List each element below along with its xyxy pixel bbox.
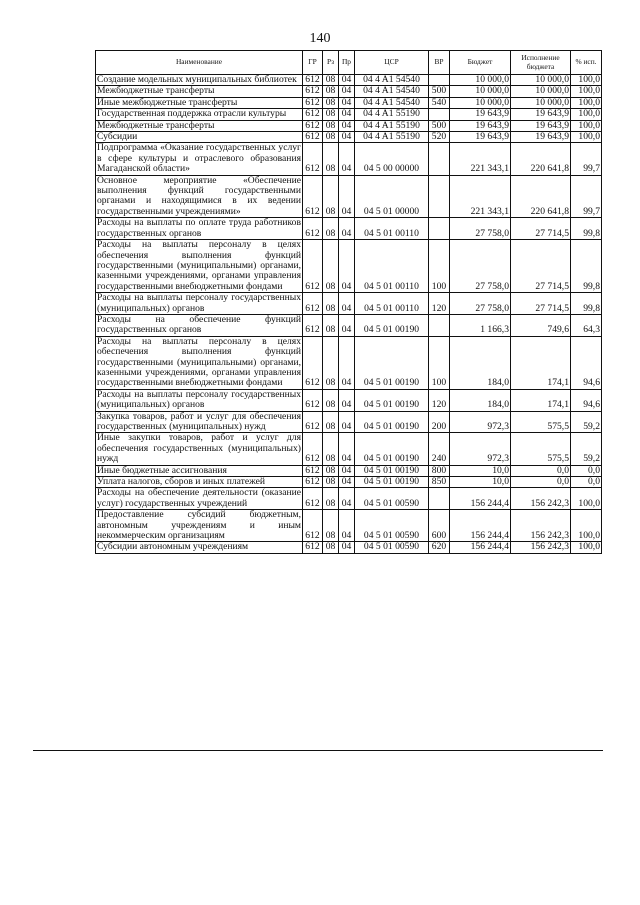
cell-vr <box>429 175 450 218</box>
header-percent: % исп. <box>571 51 602 75</box>
cell-gr: 612 <box>303 411 323 433</box>
cell-name: Основное мероприятие «Обеспечение выполнения функций государственными органами и находящимися в их ведении государственными учреждениями» <box>97 174 301 217</box>
table-row <box>96 132 602 143</box>
cell-budget: 10 000,0 <box>450 97 511 108</box>
cell-gr: 612 <box>303 465 323 476</box>
cell-name: Создание модельных муниципальных библиотек <box>96 75 303 86</box>
cell-budget: 156 244,4 <box>450 510 511 542</box>
cell-pr: 04 <box>339 465 355 476</box>
cell-budget: 10,0 <box>450 477 511 488</box>
page-number: 140 <box>309 31 331 46</box>
cell-csr: 04 5 01 00590 <box>355 542 429 553</box>
cell-budget: 184,0 <box>450 336 511 389</box>
cell-csr: 04 4 A1 54540 <box>355 86 429 97</box>
header-pr: Пр <box>339 51 355 75</box>
cell-name: Государственная поддержка отрасли культуры <box>96 109 303 120</box>
cell-execution: 10 000,0 <box>511 97 571 108</box>
cell-name: Подпрограмма «Оказание государственных услуг в сфере культуры и отраслевого образования Магаданской области» <box>97 142 301 175</box>
cell-csr: 04 5 01 00190 <box>355 465 429 476</box>
cell-pr: 04 <box>339 433 355 465</box>
cell-rz: 08 <box>323 314 339 336</box>
cell-budget: 184,0 <box>450 389 511 411</box>
cell-name: Расходы на обеспечение функций государственных органов <box>97 313 301 336</box>
cell-percent: 100,0 <box>571 97 602 108</box>
cell-budget: 972,3 <box>450 411 511 433</box>
table-row <box>96 488 602 510</box>
cell-vr <box>429 109 450 120</box>
cell-name: Расходы на выплаты персоналу государственных (муниципальных) органов <box>97 388 301 411</box>
cell-rz: 08 <box>323 411 339 433</box>
cell-gr: 612 <box>303 218 323 240</box>
cell-gr: 612 <box>303 75 323 86</box>
cell-percent: 64,3 <box>571 314 602 336</box>
cell-pr: 04 <box>339 97 355 108</box>
cell-execution: 220 641,8 <box>511 143 571 175</box>
cell-name: Межбюджетные трансферты <box>96 120 303 131</box>
cell-percent: 100,0 <box>571 75 602 86</box>
cell-name: Расходы на обеспечение деятельности (оказание услуг) государственных учреждений <box>97 487 301 509</box>
header-gr: ГР <box>303 51 323 75</box>
cell-gr: 612 <box>303 97 323 108</box>
table-row <box>96 218 602 240</box>
cell-budget: 10 000,0 <box>450 75 511 86</box>
cell-execution: 27 714,5 <box>511 293 571 315</box>
table-row <box>96 389 602 411</box>
cell-rz: 08 <box>323 218 339 240</box>
cell-csr: 04 5 01 00190 <box>355 411 429 433</box>
cell-name: Расходы на выплаты по оплате труда работников государственных органов <box>97 217 301 239</box>
cell-percent: 0,0 <box>571 465 602 476</box>
cell-rz: 08 <box>323 109 339 120</box>
cell-rz: 08 <box>323 293 339 315</box>
cell-pr: 04 <box>339 120 355 131</box>
table-row <box>96 240 602 293</box>
cell-budget: 27 758,0 <box>450 218 511 240</box>
cell-execution: 19 643,9 <box>511 120 571 131</box>
cell-csr: 04 4 A1 55190 <box>355 120 429 131</box>
header-csr: ЦСР <box>355 51 429 75</box>
cell-pr: 04 <box>339 109 355 120</box>
cell-percent: 0,0 <box>571 477 602 488</box>
cell-execution: 19 643,9 <box>511 132 571 143</box>
table-row <box>96 293 602 315</box>
cell-budget: 221 343,1 <box>450 143 511 175</box>
header-name: Наименование <box>96 51 303 75</box>
cell-gr: 612 <box>303 120 323 131</box>
cell-name: Иные межбюджетные трансферты <box>96 97 303 108</box>
footer-rule <box>33 750 603 751</box>
cell-name: Предоставление субсидий бюджетным, автономным учреждениям и иным некоммерческим организациям <box>97 509 301 542</box>
table-row <box>96 175 602 218</box>
table-row <box>96 86 602 97</box>
table-row <box>96 433 602 465</box>
table-row <box>96 477 602 488</box>
cell-name: Субсидии <box>96 132 303 143</box>
cell-percent: 100,0 <box>571 542 602 553</box>
cell-vr: 540 <box>429 97 450 108</box>
header-execution: Исполнение бюджета <box>511 51 571 75</box>
cell-name: Иные закупки товаров, работ и услуг для обеспечения государственных (муниципальных) нужд <box>97 432 301 465</box>
cell-percent: 59,2 <box>571 433 602 465</box>
cell-budget: 156 244,4 <box>450 542 511 553</box>
cell-percent: 100,0 <box>571 132 602 143</box>
cell-name: Закупка товаров, работ и услуг для обеспечения государственных (муниципальных) нужд <box>97 410 301 432</box>
cell-name: Межбюджетные трансферты <box>96 86 303 97</box>
table-row <box>96 75 602 86</box>
cell-rz: 08 <box>323 510 339 542</box>
cell-gr: 612 <box>303 510 323 542</box>
cell-percent: 99,8 <box>571 293 602 315</box>
cell-gr: 612 <box>303 314 323 336</box>
cell-gr: 612 <box>303 433 323 465</box>
table-row <box>96 411 602 433</box>
cell-percent: 100,0 <box>571 109 602 120</box>
cell-rz: 08 <box>323 433 339 465</box>
table-row <box>96 120 602 131</box>
cell-execution: 0,0 <box>511 477 571 488</box>
cell-pr: 04 <box>339 336 355 389</box>
cell-rz: 08 <box>323 120 339 131</box>
cell-execution: 156 242,3 <box>511 488 571 510</box>
table-row <box>96 542 602 553</box>
cell-pr: 04 <box>339 510 355 542</box>
cell-rz: 08 <box>323 477 339 488</box>
cell-budget: 19 643,9 <box>450 120 511 131</box>
cell-csr: 04 5 01 00190 <box>355 389 429 411</box>
cell-pr: 04 <box>339 477 355 488</box>
cell-vr: 800 <box>429 465 450 476</box>
cell-csr: 04 5 01 00110 <box>355 218 429 240</box>
cell-percent: 100,0 <box>571 86 602 97</box>
cell-percent: 99,8 <box>571 240 602 293</box>
cell-rz: 08 <box>323 240 339 293</box>
table-row <box>96 314 602 336</box>
cell-vr: 100 <box>429 336 450 389</box>
table-row <box>96 336 602 389</box>
table-row <box>96 109 602 120</box>
cell-name: Расходы на выплаты персоналу в целях обеспечения выполнения функций государственными (муниципальными) органами, казенными учреждениями, органами управления государственными внебюджетными фондами <box>97 335 301 389</box>
cell-csr: 04 4 A1 55190 <box>355 132 429 143</box>
cell-rz: 08 <box>323 86 339 97</box>
cell-rz: 08 <box>323 132 339 143</box>
cell-gr: 612 <box>303 86 323 97</box>
cell-execution: 220 641,8 <box>511 175 571 218</box>
cell-pr: 04 <box>339 86 355 97</box>
cell-rz: 08 <box>323 75 339 86</box>
table-row <box>96 97 602 108</box>
cell-budget: 10 000,0 <box>450 86 511 97</box>
cell-vr: 600 <box>429 510 450 542</box>
cell-gr: 612 <box>303 389 323 411</box>
cell-rz: 08 <box>323 488 339 510</box>
cell-csr: 04 5 01 00190 <box>355 314 429 336</box>
header-rz: Рз <box>323 51 339 75</box>
cell-percent: 99,8 <box>571 218 602 240</box>
cell-csr: 04 4 A1 55190 <box>355 109 429 120</box>
cell-execution: 27 714,5 <box>511 240 571 293</box>
cell-gr: 612 <box>303 109 323 120</box>
cell-gr: 612 <box>303 477 323 488</box>
cell-pr: 04 <box>339 488 355 510</box>
cell-rz: 08 <box>323 389 339 411</box>
cell-pr: 04 <box>339 240 355 293</box>
cell-budget: 27 758,0 <box>450 293 511 315</box>
cell-gr: 612 <box>303 240 323 293</box>
cell-percent: 59,2 <box>571 411 602 433</box>
cell-pr: 04 <box>339 411 355 433</box>
cell-csr: 04 5 01 00190 <box>355 477 429 488</box>
table-row <box>96 465 602 476</box>
cell-vr <box>429 314 450 336</box>
cell-budget: 1 166,3 <box>450 314 511 336</box>
cell-vr: 120 <box>429 293 450 315</box>
cell-execution: 156 242,3 <box>511 510 571 542</box>
cell-percent: 94,6 <box>571 389 602 411</box>
cell-gr: 612 <box>303 175 323 218</box>
cell-gr: 612 <box>303 336 323 389</box>
cell-percent: 100,0 <box>571 510 602 542</box>
cell-pr: 04 <box>339 175 355 218</box>
cell-gr: 612 <box>303 542 323 553</box>
cell-rz: 08 <box>323 175 339 218</box>
cell-gr: 612 <box>303 488 323 510</box>
cell-csr: 04 5 01 00190 <box>355 433 429 465</box>
cell-pr: 04 <box>339 542 355 553</box>
cell-execution: 575,5 <box>511 433 571 465</box>
cell-budget: 221 343,1 <box>450 175 511 218</box>
cell-csr: 04 5 01 00110 <box>355 293 429 315</box>
cell-vr: 200 <box>429 411 450 433</box>
cell-execution: 10 000,0 <box>511 86 571 97</box>
cell-execution: 174,1 <box>511 389 571 411</box>
cell-pr: 04 <box>339 132 355 143</box>
table-header-row <box>96 51 602 75</box>
cell-csr: 04 5 01 00590 <box>355 510 429 542</box>
cell-budget: 27 758,0 <box>450 240 511 293</box>
cell-pr: 04 <box>339 143 355 175</box>
cell-rz: 08 <box>323 97 339 108</box>
table-row <box>96 510 602 542</box>
cell-name: Расходы на выплаты персоналу государственных (муниципальных) органов <box>97 292 301 314</box>
cell-name: Расходы на выплаты персоналу в целях обеспечения выполнения функций государственными (муниципальными) органами, казенными учреждениями, органами управления государственными внебюджетными фондами <box>97 239 301 292</box>
budget-table <box>95 50 602 554</box>
cell-vr <box>429 75 450 86</box>
cell-csr: 04 5 01 00000 <box>355 175 429 218</box>
cell-vr <box>429 143 450 175</box>
cell-percent: 100,0 <box>571 488 602 510</box>
cell-percent: 94,6 <box>571 336 602 389</box>
cell-budget: 10,0 <box>450 465 511 476</box>
cell-pr: 04 <box>339 389 355 411</box>
cell-percent: 99,7 <box>571 143 602 175</box>
cell-vr: 620 <box>429 542 450 553</box>
cell-budget: 972,3 <box>450 433 511 465</box>
cell-name: Иные бюджетные ассигнования <box>96 465 303 476</box>
cell-vr: 500 <box>429 86 450 97</box>
cell-csr: 04 4 A1 54540 <box>355 97 429 108</box>
cell-vr <box>429 488 450 510</box>
cell-budget: 19 643,9 <box>450 109 511 120</box>
cell-vr: 120 <box>429 389 450 411</box>
cell-budget: 156 244,4 <box>450 488 511 510</box>
cell-gr: 612 <box>303 132 323 143</box>
cell-execution: 27 714,5 <box>511 218 571 240</box>
cell-csr: 04 4 A1 54540 <box>355 75 429 86</box>
header-vr: ВР <box>429 51 450 75</box>
cell-percent: 99,7 <box>571 175 602 218</box>
cell-pr: 04 <box>339 314 355 336</box>
cell-execution: 749,6 <box>511 314 571 336</box>
table-row <box>96 143 602 175</box>
cell-csr: 04 5 01 00110 <box>355 240 429 293</box>
cell-vr: 240 <box>429 433 450 465</box>
cell-execution: 10 000,0 <box>511 75 571 86</box>
cell-vr: 100 <box>429 240 450 293</box>
cell-execution: 19 643,9 <box>511 109 571 120</box>
cell-name: Субсидии автономным учреждениям <box>96 542 303 553</box>
header-budget: Бюджет <box>450 51 511 75</box>
cell-csr: 04 5 00 00000 <box>355 143 429 175</box>
cell-pr: 04 <box>339 75 355 86</box>
cell-csr: 04 5 01 00590 <box>355 488 429 510</box>
cell-execution: 575,5 <box>511 411 571 433</box>
cell-vr: 850 <box>429 477 450 488</box>
cell-rz: 08 <box>323 542 339 553</box>
cell-pr: 04 <box>339 293 355 315</box>
cell-rz: 08 <box>323 143 339 175</box>
cell-gr: 612 <box>303 143 323 175</box>
cell-vr <box>429 218 450 240</box>
cell-execution: 174,1 <box>511 336 571 389</box>
cell-percent: 100,0 <box>571 120 602 131</box>
cell-budget: 19 643,9 <box>450 132 511 143</box>
cell-vr: 520 <box>429 132 450 143</box>
cell-csr: 04 5 01 00190 <box>355 336 429 389</box>
cell-gr: 612 <box>303 293 323 315</box>
cell-pr: 04 <box>339 218 355 240</box>
cell-execution: 156 242,3 <box>511 542 571 553</box>
cell-rz: 08 <box>323 465 339 476</box>
cell-execution: 0,0 <box>511 465 571 476</box>
cell-name: Уплата налогов, сборов и иных платежей <box>96 477 303 488</box>
cell-rz: 08 <box>323 336 339 389</box>
cell-vr: 500 <box>429 120 450 131</box>
